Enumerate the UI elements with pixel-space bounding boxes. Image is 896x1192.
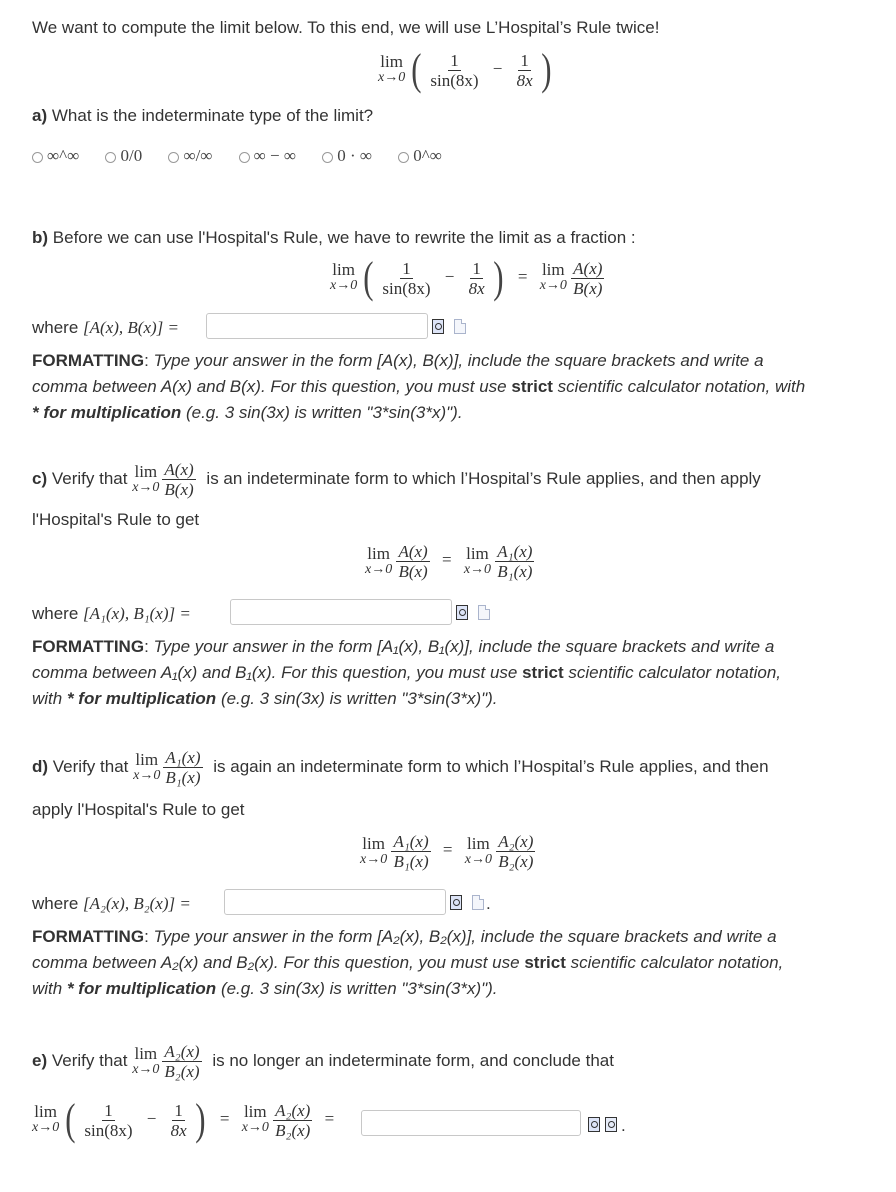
radio-icon[interactable] [398,152,409,163]
symbol-palette-icon[interactable] [605,1117,617,1132]
d-period: . [486,894,491,913]
formatting-c: FORMATTING: Type your answer in the form [A₁(x), B₁(x)], include the square brackets and write a comma between A₁(x) and B₁(x). For this question, you must use strict scientific calculator notation, with * for multiplication (e.g. 3 sin(3x) is written "3*sin(3*x)"). [32,637,782,708]
option-inf-over-inf[interactable]: ∞/∞ [168,146,212,165]
c-where-label: where [A₁(x), B₁(x)] = [32,604,191,623]
equation-editor-icon[interactable] [588,1117,600,1132]
answer-input-e[interactable] [361,1110,581,1136]
option-zero-times-inf[interactable]: 0 · ∞ [322,146,372,165]
answer-input-b[interactable] [206,313,428,339]
preview-icon[interactable] [454,319,466,334]
radio-icon[interactable] [105,152,116,163]
c-line2: l'Hospital's Rule to get [32,510,200,529]
question-d: d) Verify that lim x→0 $\frac{\text{A₁(x)}}{\text{B₁(x)}}$ is again an indeterminate form to which l’Hospital’s Rule applies, and then [32,748,769,787]
indeterminate-options [32,146,442,166]
option-zero-pow-inf[interactable]: 0^∞ [398,146,442,165]
d-line2: apply l'Hospital's Rule to get [32,800,245,819]
d-where-label: where [A₂(x), B₂(x)] = [32,894,191,913]
question-b: b) Before we can use l'Hospital's Rule, we have to rewrite the limit as a fraction : [32,228,636,247]
intro-text: We want to compute the limit below. To this end, we will use L’Hospital’s Rule twice! [32,18,660,37]
preview-icon[interactable] [478,605,490,620]
e-final-expression: lim x→0 ( $\frac{1}{\sin(8x)}$ − $\frac{1}{8x}$ ) = lim x→0 $\frac{\text{A₂(x)}}{\text{B₂(x)}}$ = [32,1095,335,1144]
question-a: a) What is the indeterminate type of the limit? [32,106,374,125]
option-inf-pow-inf[interactable]: ∞^∞ [32,146,79,165]
radio-icon[interactable] [239,152,250,163]
e-period: . [621,1116,626,1135]
equation-editor-icon[interactable] [450,895,462,910]
formatting-b: FORMATTING: Type your answer in the form [A(x), B(x)], include the square brackets and write a comma between A(x) and B(x). For this question, you must use strict scientific calculator notation, with * for multiplication (e.g. 3 sin(3x) is written "3*sin(3*x)"). [32,351,806,422]
question-c: c) Verify that lim x→0 $\frac{A(x)}{B(x)}$ is an indeterminate form to which l’Hospital’s Rule applies, and then apply [32,460,761,499]
b-limit-fraction-expression: lim x→0 ( $\frac{1}{\sin(8x)}$ − $\frac{1}{8x}$ ) = lim x→0 $\frac{A(x)}{B(x)}$ [330,253,603,302]
answer-input-c[interactable] [230,599,452,625]
d-lhospital-expression: lim x→0 $\frac{\text{A₁(x)}}{\text{B₁(x)}}$ = lim x→0 $\frac{\text{A₂(x)}}{\text{B₂(x)}}$ [360,832,534,871]
c-lhospital-expression: lim x→0 $\frac{A(x)}{B(x)}$ = lim x→0 $\frac{\text{A₁(x)}}{\text{B₁(x)}}$ [365,542,533,581]
option-inf-minus-inf[interactable]: ∞ − ∞ [239,146,296,165]
question-e: e) Verify that lim x→0 $\frac{\text{A₂(x)}}{\text{B₂(x)}}$ is no longer an indeterminate form, and conclude that [32,1042,614,1081]
radio-icon[interactable] [32,152,43,163]
answer-input-d[interactable] [224,889,446,915]
option-zero-over-zero[interactable]: 0/0 [105,146,142,165]
equation-editor-icon[interactable] [456,605,468,620]
main-limit-expression: lim x→0 ( $\frac{1}{\sin(8x)}$ − $\frac{1}{8x}$ ) [378,45,552,94]
equation-editor-icon[interactable] [432,319,444,334]
preview-icon[interactable] [472,895,484,910]
radio-icon[interactable] [168,152,179,163]
radio-icon[interactable] [322,152,333,163]
formatting-d: FORMATTING: Type your answer in the form [A₂(x), B₂(x)], include the square brackets and write a comma between A₂(x) and B₂(x). For this question, you must use strict scientific calculator notation, with * for multiplication (e.g. 3 sin(3x) is written "3*sin(3*x)"). [32,927,784,998]
b-where-label: where [A(x), B(x)] = [32,318,180,337]
